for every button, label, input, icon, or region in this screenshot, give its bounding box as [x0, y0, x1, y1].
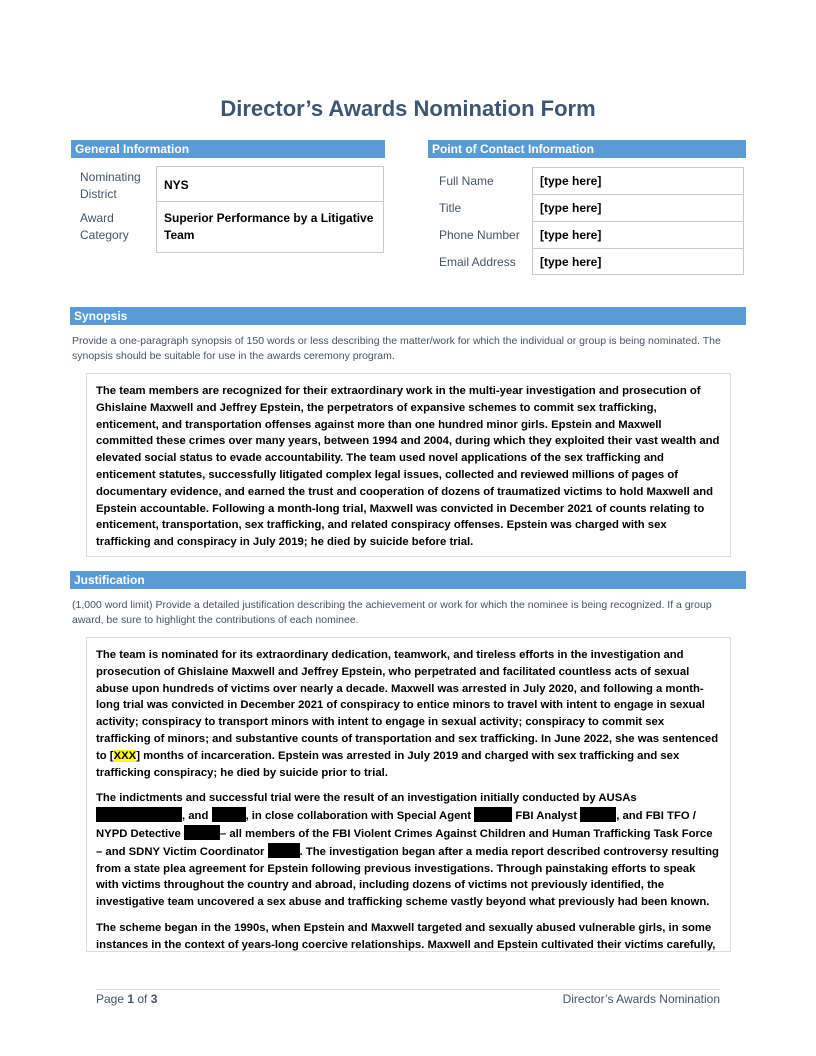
email-value: [type here]	[540, 255, 602, 269]
redaction-block	[580, 807, 616, 822]
redaction-block	[212, 807, 246, 822]
district-value: NYS	[164, 178, 189, 192]
justification-paragraph-3: The scheme began in the 1990s, when Epstein and Maxwell targeted and sexually abused vulnerable girls, in some instances in the context of years-long coercive relationships. Maxwell and Epstein cultivated their victims carefully,	[96, 921, 716, 951]
justification-paragraph-1: The team is nominated for its extraordinary dedication, teamwork, and tireless efforts in the investigation and prosecution of Ghislaine Maxwell and Jeffrey Epstein, who perpetrated and facilitated countless acts of sexual abuse upon hundreds of victims over nearly a decade. Maxwell was arrested in July 2020, and following a month-long trial was convicted in December 2021 of conspiracy to entice minors to travel with intent to engage in sexual activity; conspiracy to transport minors with intent to engage in sexual activity; conspiracy to commit sex trafficking of minors; and substantive counts of transportation and sex trafficking. In June 2022, she was sentenced to [XXX] months of incarceration. Epstein was arrested in July 2019 and charged with sex trafficking and sex trafficking conspiracy; he died by suicide prior to trial.	[96, 649, 719, 779]
footer-doc-title: Director’s Awards Nomination	[562, 992, 720, 1006]
general-info-header: General Information	[71, 140, 385, 158]
full-name-label: Full Name	[439, 174, 494, 188]
category-value: Superior Performance by a Litigative Team	[164, 211, 374, 242]
synopsis-instructions: Provide a one-paragraph synopsis of 150 words or less describing the matter/work for which the individual or group is being nominated. The synopsis should be suitable for use in the awards ceremony program.	[72, 335, 721, 362]
justification-textbox[interactable]	[86, 637, 731, 952]
sentence-placeholder: XXX	[113, 749, 137, 762]
page-number: Page 1 of 3	[96, 992, 158, 1006]
justification-paragraph-2: The indictments and successful trial were the result of an investigation initially conducted by AUSAs , and , in close collaboration with Special Agent FBI Analyst , and FBI TFO / NYPD Detective – all members of the FBI Violent Crimes Against Children and Human Trafficking Task Force – and SDNY Victim Coordinator . The investigation began after a media report described controversy resulting from a state plea agreement for Epstein following previous investigations. Through painstaking efforts to speak with victims throughout the country and abroad, including dozens of victims not previously identified, the investigative team uncovered a sex abuse and trafficking scheme vastly beyond what previously had been known.	[96, 792, 719, 909]
synopsis-text: The team members are recognized for their extraordinary work in the multi-year investigation and prosecution of Ghislaine Maxwell and Jeffrey Epstein, the perpetrators of expansive schemes to commit sex trafficking, enticement, and transportation offenses against more than one hundred minor girls. Epstein and Maxwell committed these crimes over many years, between 1994 and 2004, during which they exploited their vast wealth and elevated social status to evade accountability. The team used novel applications of the sex trafficking and enticement statutes, successfully litigated complex legal issues, collected and reviewed millions of pages of documentary evidence, and earned the trust and cooperation of dozens of traumatized victims to hold Maxwell and Epstein accountable. Following a month-long trial, Maxwell was convicted in December 2021 of counts relating to enticement, transportation, sex trafficking, and related conspiracy offenses. Epstein was charged with sex trafficking and conspiracy in July 2019; he died by suicide before trial.	[96, 385, 720, 549]
page-title: Director’s Awards Nomination Form	[220, 96, 596, 121]
justification-header: Justification	[70, 571, 746, 589]
synopsis-textbox[interactable]	[86, 373, 731, 557]
redaction-block	[474, 807, 512, 822]
redaction-block	[184, 825, 220, 840]
redaction-block	[268, 843, 300, 858]
phone-label: Phone Number	[439, 228, 520, 242]
full-name-value: [type here]	[540, 174, 602, 188]
justification-instructions: (1,000 word limit) Provide a detailed justification describing the achievement or work for which the nominee is being recognized. If a group award, be sure to highlight the contributions of each nominee.	[72, 599, 712, 626]
district-field[interactable]	[156, 166, 384, 202]
phone-value: [type here]	[540, 228, 602, 242]
contact-info-header: Point of Contact Information	[428, 140, 746, 158]
district-label: Nominating District	[80, 170, 141, 201]
title-label: Title	[439, 201, 462, 215]
footer-divider	[96, 989, 720, 990]
redaction-block	[96, 807, 182, 822]
category-label: Award Category	[80, 211, 129, 242]
title-value: [type here]	[540, 201, 602, 215]
synopsis-header: Synopsis	[70, 307, 746, 325]
email-label: Email Address	[439, 255, 516, 269]
